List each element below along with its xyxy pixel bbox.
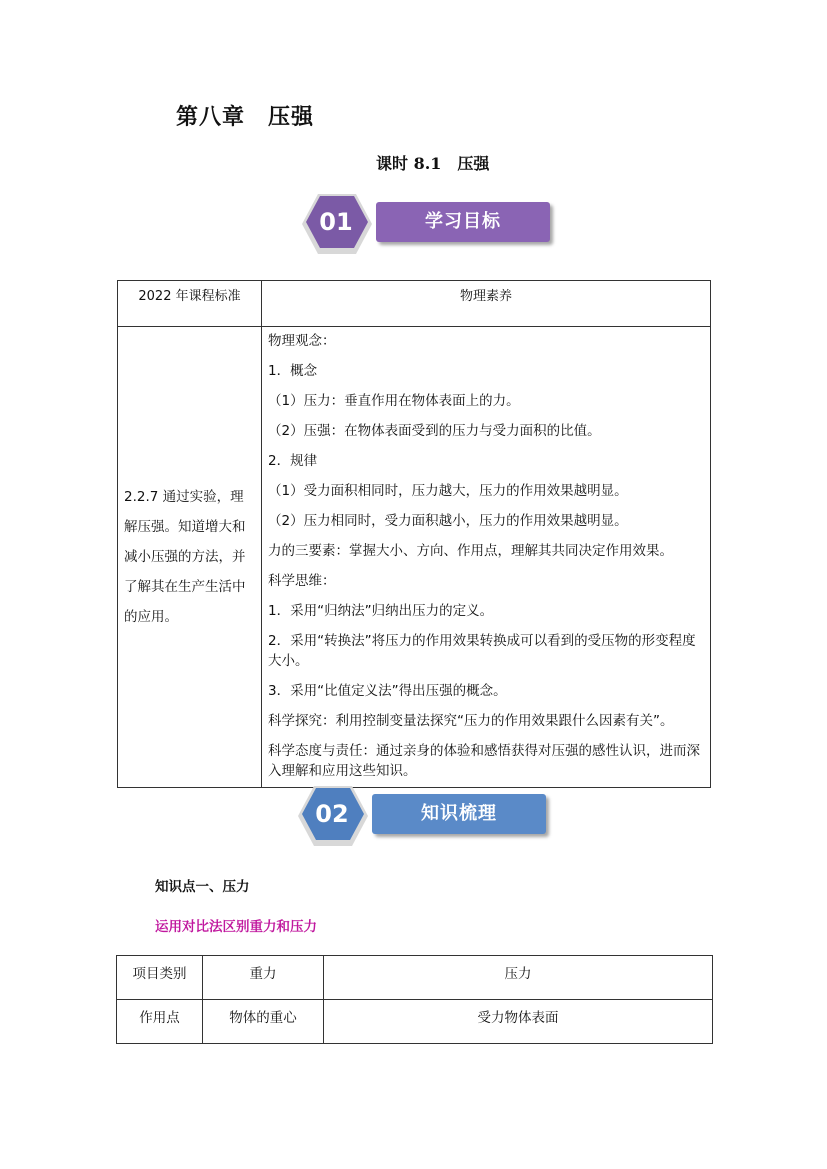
literacy-line: 科学探究：利用控制变量法探究“压力的作用效果跟什么因素有关”。 [268, 713, 674, 729]
section-banner [372, 794, 546, 834]
cell-pressure: 受力物体表面 [324, 1000, 713, 1044]
cell-category: 作用点 [117, 1000, 203, 1044]
header-pressure: 压力 [324, 956, 713, 1000]
literacy-line: （2）压强：在物体表面受到的压力与受力面积的比值。 [268, 423, 601, 439]
section-number: 02 [315, 800, 349, 828]
chapter-title: 第八章 压强 [176, 104, 315, 130]
table-header-row [117, 956, 713, 1000]
section-banner [376, 202, 550, 242]
table-row [118, 327, 711, 788]
header-literacy: 物理素养 [262, 281, 711, 327]
knowledge-point-title: 知识点一、压力 [155, 879, 250, 895]
section-badge-objectives [300, 192, 560, 260]
literacy-line: 1．概念 [268, 363, 318, 379]
literacy-line: （2）压力相同时，受力面积越小，压力的作用效果越明显。 [268, 513, 628, 529]
section-number: 01 [319, 208, 353, 236]
header-standard: 2022 年课程标准 [118, 281, 262, 327]
cell-gravity: 物体的重心 [203, 1000, 324, 1044]
literacy-cell [262, 327, 711, 788]
objectives-table [117, 280, 711, 788]
literacy-line: 物理观念： [268, 333, 336, 349]
literacy-line: 科学态度与责任：通过亲身的体验和感悟获得对压强的感性认识，进而深入理解和应用这些知识。 [268, 743, 700, 779]
literacy-line: 2．采用“转换法”将压力的作用效果转换成可以看到的受压物的形变程度大小。 [268, 633, 696, 669]
literacy-line: （1）受力面积相同时，压力越大，压力的作用效果越明显。 [268, 483, 628, 499]
header-gravity: 重力 [203, 956, 324, 1000]
standard-cell: 2.2.7 通过实验，理解压强。知道增大和减小压强的方法，并了解其在生产生活中的应用。 [118, 327, 262, 788]
table-row [117, 1000, 713, 1044]
comparison-table [116, 955, 713, 1044]
lesson-title: 课时 8.1 压强 [376, 154, 490, 173]
literacy-line: 力的三要素：掌握大小、方向、作用点，理解其共同决定作用效果。 [268, 543, 673, 559]
section-badge-knowledge [296, 784, 556, 852]
section-label: 知识梳理 [421, 803, 497, 824]
literacy-line: 科学思维： [268, 573, 336, 589]
knowledge-point-subtitle: 运用对比法区别重力和压力 [155, 919, 317, 935]
section-label: 学习目标 [425, 211, 501, 232]
table-header-row [118, 281, 711, 327]
literacy-line: 1．采用“归纳法”归纳出压力的定义。 [268, 603, 494, 619]
header-category: 项目类别 [117, 956, 203, 1000]
literacy-line: 3．采用“比值定义法”得出压强的概念。 [268, 683, 507, 699]
literacy-line: 2．规律 [268, 453, 318, 469]
literacy-line: （1）压力：垂直作用在物体表面上的力。 [268, 393, 520, 409]
